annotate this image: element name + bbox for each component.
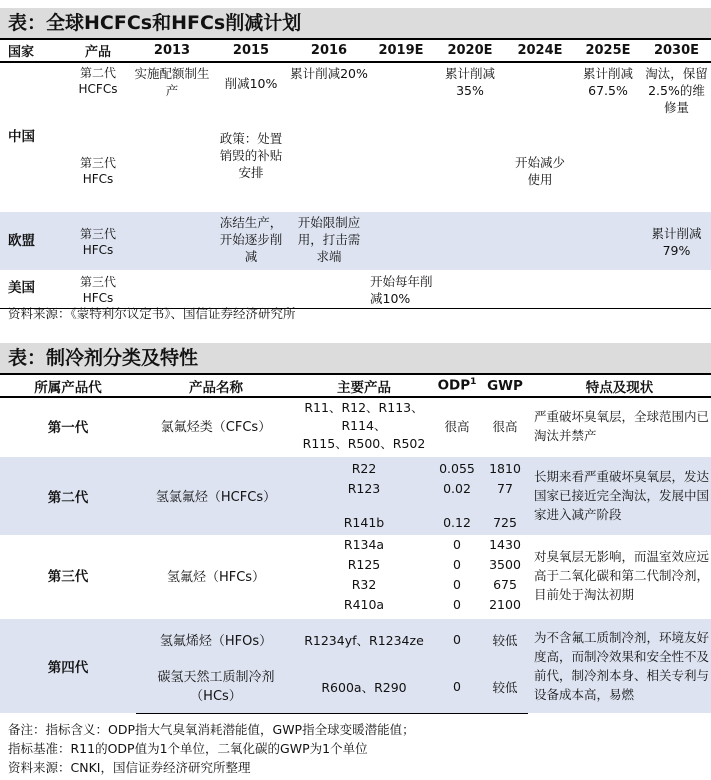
features-text: 长期来看严重破坏臭氧层，发达国家已接近完全淘汰，发展中国家进入减产阶段 bbox=[528, 455, 711, 535]
generation-1: 第一代 bbox=[47, 419, 89, 436]
cell-2024e bbox=[506, 212, 574, 270]
table-row-us bbox=[0, 270, 711, 308]
generation-3: 第三代 bbox=[47, 569, 89, 586]
header-2030e: 2030E bbox=[642, 39, 711, 62]
gwp-values: 1810 77 725 bbox=[482, 455, 528, 535]
cell-2025e bbox=[574, 270, 642, 308]
gwp-values: 1430 3500 675 2100 bbox=[489, 537, 521, 613]
header-generation: 所属产品代 bbox=[0, 374, 136, 397]
table-row-eu bbox=[0, 212, 711, 270]
cell-2024e bbox=[506, 270, 574, 308]
cell-2019e bbox=[368, 270, 506, 308]
table-row-gen2 bbox=[0, 455, 711, 535]
table1-title: 表：全球HCFCs和HFCs削减计划 bbox=[0, 8, 711, 38]
cell-2013 bbox=[132, 212, 212, 270]
product-cell bbox=[64, 62, 132, 128]
header-2016: 2016 bbox=[290, 39, 368, 62]
cell-2015: 政策：处置销毁的补贴安排 bbox=[219, 131, 283, 180]
table-row-gen3 bbox=[0, 535, 711, 617]
gwp-value: 较低 bbox=[482, 661, 528, 713]
table2-header-row bbox=[0, 374, 711, 397]
header-country: 国家 bbox=[0, 39, 64, 62]
cell-2013: 实施配额制生产 bbox=[134, 66, 210, 98]
product-name: 氢氯氟烃（HCFCs） bbox=[136, 455, 296, 535]
product-type: HCFCs bbox=[78, 82, 118, 96]
product-gen: 第三代 bbox=[79, 156, 116, 170]
table-row-china-hfcs bbox=[0, 128, 711, 212]
header-main-products: 主要产品 bbox=[296, 374, 432, 397]
product-type: HFCs bbox=[82, 243, 114, 257]
table1-header-row bbox=[0, 39, 711, 62]
cell-2016 bbox=[290, 270, 368, 308]
product-gen: 第三代 bbox=[79, 274, 116, 289]
cell-2030e bbox=[642, 128, 711, 212]
cell-2030e bbox=[642, 270, 711, 308]
main-products: R1234yf、R1234ze bbox=[296, 617, 432, 661]
header-2025e: 2025E bbox=[574, 39, 642, 62]
cell-2024e bbox=[506, 62, 574, 128]
header-2019e: 2019E bbox=[368, 39, 434, 62]
cell-2013 bbox=[132, 128, 212, 212]
header-product-name: 产品名称 bbox=[136, 374, 296, 397]
country-china: 中国 bbox=[8, 129, 35, 145]
odp-value: 很高 bbox=[444, 418, 470, 434]
cell-2015: 削减10% bbox=[224, 76, 278, 91]
country-eu: 欧盟 bbox=[0, 212, 64, 270]
main-products: R22 R123 R141b bbox=[296, 455, 432, 535]
cell-2016 bbox=[290, 128, 368, 212]
main-products: R600a、R290 bbox=[296, 661, 432, 713]
cell-2016: 开始限制应用，打击需求端 bbox=[290, 212, 368, 270]
cell-2019e bbox=[368, 62, 434, 128]
product-cell bbox=[64, 212, 132, 270]
cell-2030e: 淘汰，保留2.5%的维修量 bbox=[645, 66, 708, 115]
features-text: 严重破坏臭氧层，全球范围内已淘汰并禁产 bbox=[534, 408, 710, 443]
cell-2013 bbox=[132, 270, 212, 308]
generation-2: 第二代 bbox=[0, 455, 136, 535]
hcfc-hfc-reduction-table bbox=[0, 38, 711, 309]
cell-2020e bbox=[434, 128, 506, 212]
product-type: HFCs bbox=[82, 290, 114, 305]
features-text: 为不含氟工质制冷剂，环境友好度高，而制冷效果和安全性不及前代，制冷剂本身、相关专利与设备成本高，易燃 bbox=[528, 617, 711, 713]
cell-2015: 冻结生产，开始逐步削减 bbox=[212, 212, 290, 270]
header-2013: 2013 bbox=[132, 39, 212, 62]
table-row-gen4-hfos bbox=[0, 617, 711, 661]
header-odp: ODP$^1$ bbox=[432, 374, 482, 397]
odp-value: 0 bbox=[432, 661, 482, 713]
gwp-value: 很高 bbox=[492, 418, 518, 434]
odp-values: 0 0 0 0 bbox=[453, 537, 461, 613]
note-line: 资料来源：CNKI，国信证券经济研究所整理 bbox=[8, 760, 251, 775]
header-features: 特点及现状 bbox=[528, 374, 711, 397]
table-row-china-hcfcs bbox=[0, 62, 711, 128]
product-gen: 第三代 bbox=[79, 227, 116, 241]
main-products: R11、R12、R113、 R114、 R115、R500、R502 bbox=[302, 399, 426, 451]
note-line: 指标基准：R11的ODP值为1个单位，二氧化碳的GWP为1个单位 bbox=[8, 741, 368, 756]
cell-2025e bbox=[574, 212, 642, 270]
cell-2019e bbox=[368, 128, 434, 212]
cell-2019e bbox=[368, 212, 434, 270]
header-2020e: 2020E bbox=[434, 39, 506, 62]
product-name: 碳氢天然工质制冷剂（HCs） bbox=[136, 661, 296, 713]
note-line: 备注：指标含义：ODP指大气臭氧消耗潜能值，GWP指全球变暖潜能值； bbox=[8, 722, 415, 737]
odp-values: 0.055 0.02 0.12 bbox=[432, 455, 482, 535]
cell-2024e: 开始减少使用 bbox=[514, 155, 565, 187]
cell-2016: 累计削减20% bbox=[290, 66, 368, 81]
table2-notes bbox=[8, 720, 415, 777]
product-cell bbox=[64, 270, 132, 308]
product-cell bbox=[64, 128, 132, 212]
table-row-gen1 bbox=[0, 397, 711, 455]
generation-4: 第四代 bbox=[0, 617, 136, 713]
product-gen: 第二代 bbox=[79, 66, 116, 80]
us-2019-text: 开始每年削减10% bbox=[370, 273, 433, 306]
cell-2020e: 累计削减35% bbox=[444, 66, 495, 98]
header-gwp: GWP bbox=[482, 374, 528, 397]
header-2024e: 2024E bbox=[506, 39, 574, 62]
main-products: R134a R125 R32 R410a bbox=[343, 537, 385, 613]
product-name: 氢氟烃（HFCs） bbox=[166, 569, 266, 585]
cell-2030e: 累计削减79% bbox=[642, 212, 711, 270]
product-name: 氯氟烃类（CFCs） bbox=[160, 420, 272, 436]
product-type: HFCs bbox=[82, 172, 114, 186]
table2-title: 表：制冷剂分类及特性 bbox=[0, 343, 711, 373]
table1-source: 资料来源：《蒙特利尔议定书》、国信证券经济研究所 bbox=[8, 306, 296, 321]
refrigerant-classification-table bbox=[0, 373, 711, 714]
header-2015: 2015 bbox=[212, 39, 290, 62]
cell-2020e bbox=[434, 212, 506, 270]
features-text: 对臭氧层无影响，而温室效应远高于二氧化碳和第二代制冷剂，目前处于淘汰初期 bbox=[534, 548, 710, 602]
odp-value: 0 bbox=[432, 617, 482, 661]
cell-2015 bbox=[212, 270, 290, 308]
country-us: 美国 bbox=[0, 270, 64, 308]
cell-2025e bbox=[574, 128, 642, 212]
product-name: 氢氟烯烃（HFOs） bbox=[136, 617, 296, 661]
header-product: 产品 bbox=[64, 39, 132, 62]
gwp-value: 较低 bbox=[482, 617, 528, 661]
cell-2025e: 累计削减67.5% bbox=[582, 66, 633, 98]
